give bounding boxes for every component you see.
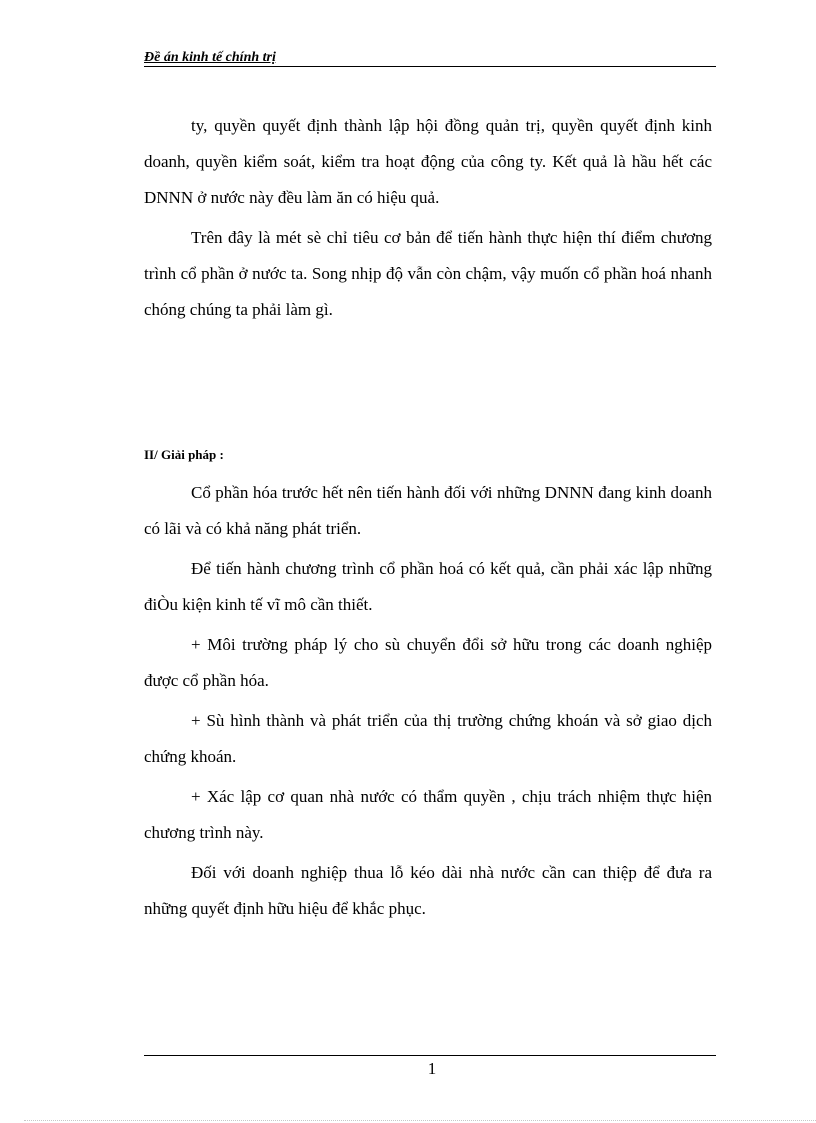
document-body: [144, 108, 712, 927]
solution-paragraph: Để tiến hành chương trình cổ phần hoá có kết quả, cần phải xác lập những điÒu kiện kinh tế vĩ mô cần thiết.: [144, 559, 712, 614]
page-edge-divider: [24, 1120, 816, 1121]
page-number: 1: [427, 1059, 437, 1078]
paragraph-continuation: ty, quyền quyết định thành lập hội đồng quản trị, quyền quyết định kinh doanh, quyền kiểm soát, kiểm tra hoạt động của công ty. Kết quả là hầu hết các DNNN ở nước này đều làm ăn có hiệu quả.: [144, 116, 712, 207]
footer-divider: [144, 1055, 716, 1056]
solution-paragraph: Đối với doanh nghiệp thua lỗ kéo dài nhà nước cần can thiệp để đưa ra những quyết định hữu hiệu để khắc phục.: [144, 863, 712, 918]
solution-item: + Xác lập cơ quan nhà nước có thẩm quyền , chịu trách nhiệm thực hiện chương trình này.: [144, 787, 712, 842]
page-header: [144, 48, 716, 67]
solution-item: + Môi trường pháp lý cho sù chuyển đổi sở hữu trong các doanh nghiệp được cổ phần hóa.: [144, 635, 712, 690]
document-title: Đề án kinh tế chính trị: [144, 50, 276, 65]
heading-spacer: [144, 467, 712, 475]
paragraph-summary: Trên đây là mét sè chỉ tiêu cơ bản để tiến hành thực hiện thí điểm chương trình cổ phần ở nước ta. Song nhịp độ vẫn còn chậm, vậy muốn cổ phần hoá nhanh chóng chúng ta phải làm gì.: [144, 228, 712, 319]
solution-item: + Sù hình thành và phát triển của thị trường chứng khoán và sở giao dịch chứng khoán.: [144, 711, 712, 766]
section-heading: II/ Giải pháp :: [144, 447, 224, 462]
solution-paragraph: Cổ phần hóa trước hết nên tiến hành đối với những DNNN đang kinh doanh có lãi và có khả năng phát triển.: [144, 483, 712, 538]
vertical-spacer: [144, 328, 712, 443]
